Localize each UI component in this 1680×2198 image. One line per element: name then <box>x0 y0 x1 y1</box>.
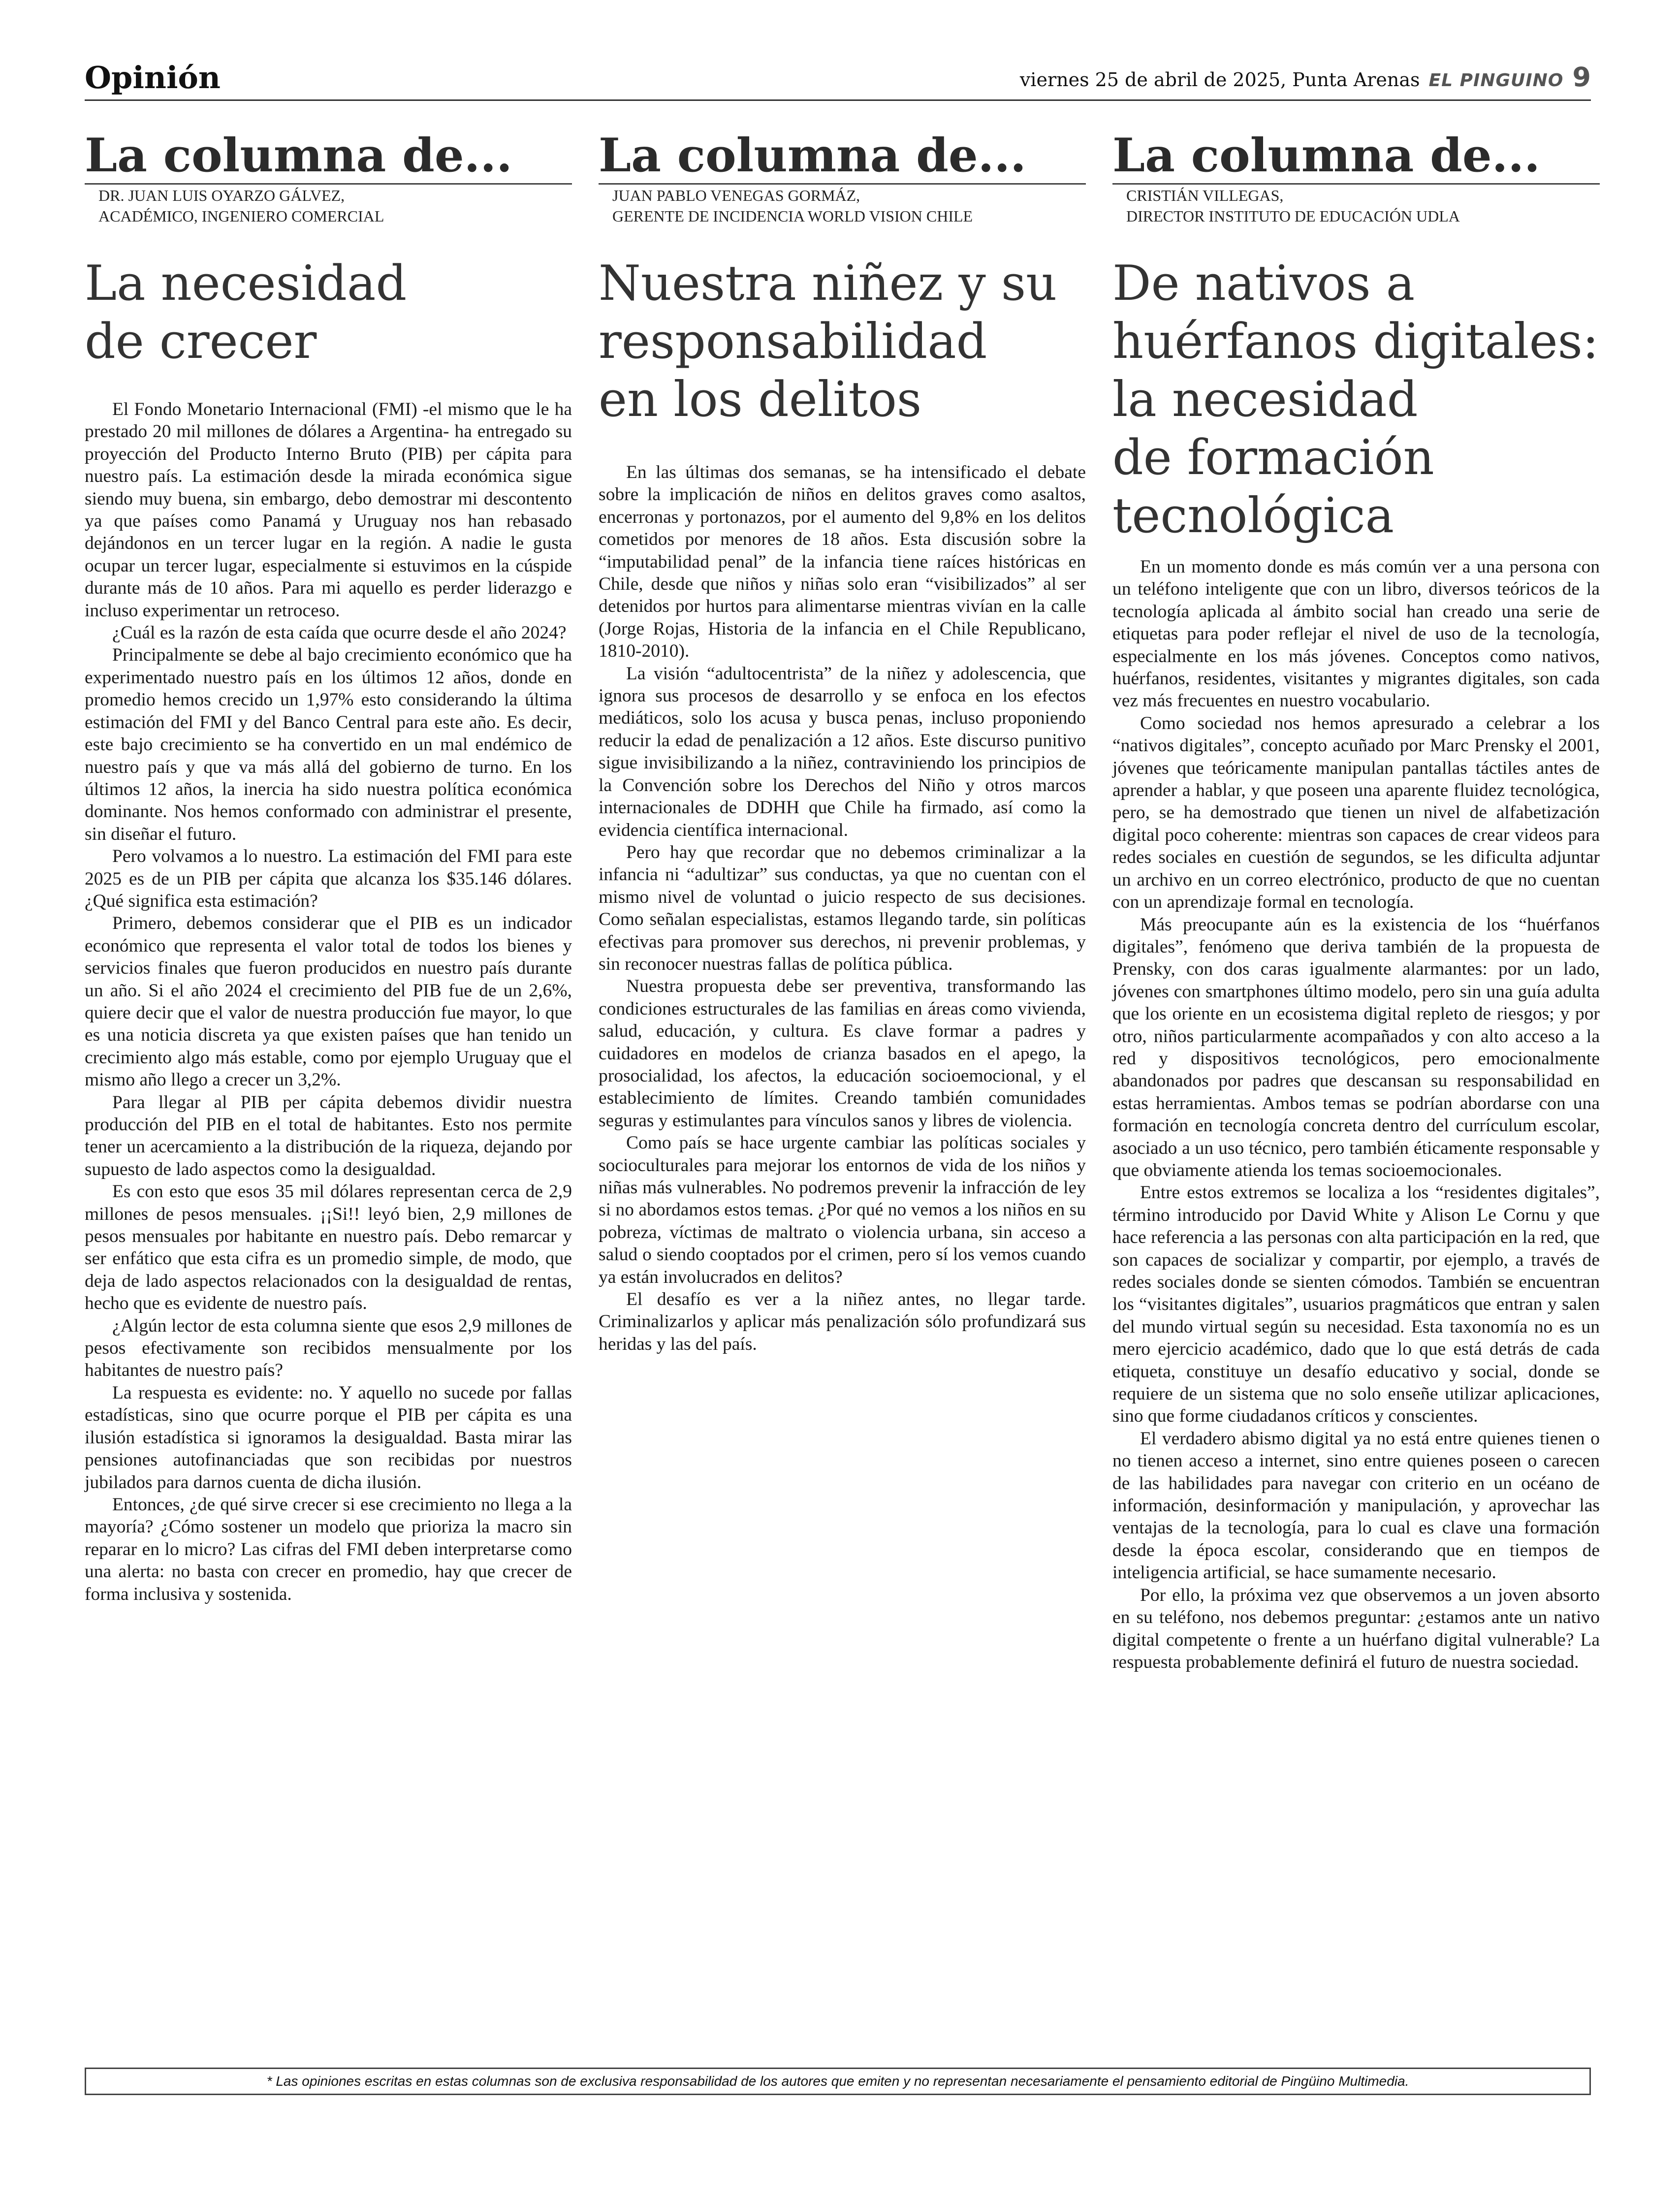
page-number: 9 <box>1572 62 1591 93</box>
paragraph: Más preocupante aún es la existencia de los “huérfanos digitales”, fenómeno que deriva también de la propuesta de Prensky, con dos caras igualmente alarmantes: por un lado, jóvenes con smartphones último modelo, pero sin una guía adulta que los oriente en un ecosistema digital repleto de riesgos; y por otro, niños particularmente acompañados y con alto acceso a la red y dispositivos tecnológicos, pero emocionalmente abandonados por padres que descansan su responsabilidad en estas herramientas. Ambos temas se podrían abordarse con una formación en tecnología concreta dentro del currículum escolar, asociado a un uso técnico, pero también éticamente responsable y que obviamente atienda los temas socioemocionales. <box>1112 914 1600 1180</box>
author-role: ACADÉMICO, INGENIERO COMERCIAL <box>98 207 384 225</box>
column-kicker: La columna de... <box>599 129 1086 185</box>
paragraph: Como país se hace urgente cambiar las políticas sociales y socioculturales para mejorar los entornos de vida de los niños y niñas más vulnerables. No podremos prevenir la infracción de ley si no abordamos estos temas. ¿Por qué no vemos a los niños en su pobreza, víctimas de maltrato o violencia urbana, sin acceso a salud o siendo cooptados por el crimen, pero sí los vemos cuando ya están involucrados en delitos? <box>599 1133 1086 1287</box>
author-name: DR. JUAN LUIS OYARZO GÁLVEZ, <box>98 187 345 204</box>
paragraph: ¿Algún lector de esta columna siente que esos 2,9 millones de pesos efectivamente son recibidos mensualmente por los habitantes de nuestro país? <box>85 1315 572 1381</box>
paragraph: Para llegar al PIB per cápita debemos dividir nuestra producción del PIB en el total de habitantes. Esto nos permite tener un acercamiento a la distribución de la riqueza, dejando por supuesto de lado aspectos como la desigualdad. <box>85 1092 572 1179</box>
paragraph: El desafío es ver a la niñez antes, no llegar tarde. Criminalizarlos y aplicar más penalización sólo profundizará sus heridas y las del país. <box>599 1289 1086 1354</box>
paragraph: Por ello, la próxima vez que observemos a un joven absorto en su teléfono, nos debemos preguntar: ¿estamos ante un nativo digital competente o frente a un huérfano digital vulnerable? La respuesta probablemente definirá el futuro de nuestra sociedad. <box>1112 1585 1600 1672</box>
paragraph: La respuesta es evidente: no. Y aquello no sucede por fallas estadísticas, sino que ocurre porque el PIB per cápita es una ilusión estadística si ignoramos la desigualdad. Basta mirar las pensiones autofinanciadas que son recibidas por nuestros jubilados para darnos cuenta de dicha ilusión. <box>85 1382 572 1493</box>
author-name: CRISTIÁN VILLEGAS, <box>1126 187 1284 204</box>
column-kicker: La columna de... <box>1112 129 1600 185</box>
paragraph: En un momento donde es más común ver a una persona con un teléfono inteligente que con un libro, diversos teóricos de la tecnología aplicada al ámbito social han creado una serie de etiquetas para poder reflejar el nivel de uso de la tecnología, especialmente en los más jóvenes. Conceptos como nativos, huérfanos, residentes, visitantes y migrantes digitales, son cada vez más frecuentes en nuestro vocabulario. <box>1112 557 1600 711</box>
column-oyarzo <box>85 129 572 1605</box>
author-name: JUAN PABLO VENEGAS GORMÁZ, <box>612 187 860 204</box>
paragraph: Primero, debemos considerar que el PIB es un indicador económico que representa el valor total de todos los bienes y servicios finales que fueron producidos en nuestro país durante un año. Si el año 2024 el crecimiento del PIB fue de un 2,6%, quiere decir que el valor de nuestra producción fue mayor, lo que es una noticia discreta ya que existen países que han tenido un crecimiento algo más estable, como por ejemplo Uruguay que el mismo año llego a crecer un 3,2%. <box>85 913 572 1090</box>
column-villegas <box>1112 129 1600 1673</box>
column-venegas <box>599 129 1086 1355</box>
paragraph: Pero volvamos a lo nuestro. La estimación del FMI para este 2025 es de un PIB per cápita que alcanza los $35.146 dólares. ¿Qué significa esta estimación? <box>85 846 572 911</box>
page-meta <box>1020 62 1591 93</box>
column-kicker: La columna de... <box>85 129 572 185</box>
column-headline: Nuestra niñez y su responsabilidad en los delitos <box>599 255 1057 428</box>
author-role: GERENTE DE INCIDENCIA WORLD VISION CHILE <box>612 207 973 225</box>
column-headline: De nativos a huérfanos digitales: la necesidad de formación tecnológica <box>1112 255 1599 544</box>
paragraph: ¿Cuál es la razón de esta caída que ocurre desde el año 2024? <box>112 623 567 643</box>
paragraph: En las últimas dos semanas, se ha intensificado el debate sobre la implicación de niños en delitos graves como asaltos, encerronas y portonazos, por el aumento del 9,8% en los delitos cometidos por menores de 18 años. Esta discusión sobre la “imputabilidad penal” de la infancia tiene raíces históricas en Chile, desde que niños y niñas solo eran “visibilizados” al ser detenidos por hurtos para alimentarse mientras vivían en la calle (Jorge Rojas, Historia de la infancia en el Chile Republicano, 1810-2010). <box>599 462 1086 662</box>
column-body <box>85 398 572 1605</box>
column-headline: La necesidad de crecer <box>85 255 407 370</box>
author-role: DIRECTOR INSTITUTO DE EDUCACIÓN UDLA <box>1126 207 1460 225</box>
column-body <box>1112 556 1600 1673</box>
paragraph: Nuestra propuesta debe ser preventiva, transformando las condiciones estructurales de las familias en áreas como vivienda, salud, educación, y cultura. Es clave formar a padres y cuidadores en modelos de crianza basados en el apego, la prosocialidad, los afectos, la educación socioemocional, y el establecimiento de límites. Creando también comunidades seguras y estimulantes para vínculos sanos y libres de violencia. <box>599 976 1086 1131</box>
page-header <box>85 58 1591 101</box>
paragraph: Como sociedad nos hemos apresurado a celebrar a los “nativos digitales”, concepto acuñado por Marc Prensky el 2001, jóvenes que teóricamente manipulan pantallas táctiles antes de aprender a hablar, y que poseen una aparente fluidez tecnológica, pero, se ha demostrado que tienen un nivel de alfabetización digital poco coherente: mientras son capaces de crear videos para redes sociales en cuestión de segundos, se les dificulta adjuntar un archivo en un correo electrónico, producto de que no cuentan con un aprendizaje formal en tecnología. <box>1112 713 1600 913</box>
section-title: Opinión <box>85 60 221 96</box>
editorial-disclaimer: * Las opiniones escritas en estas columnas son de exclusiva responsabilidad de los autores que emiten y no representan necesariamente el pensamiento editorial de Pingüino Multimedia. <box>85 2068 1591 2095</box>
paragraph: Pero hay que recordar que no debemos criminalizar a la infancia ni “adultizar” sus conductas, ya que no cuentan con el mismo nivel de voluntad o juicio respecto de sus decisiones. Como señalan especialistas, estamos llegando tarde, sin políticas efectivas para promover sus derechos, ni prevenir problemas, y sin reconocer nuestras fallas de política pública. <box>599 842 1086 974</box>
column-body <box>599 461 1086 1355</box>
paragraph: El verdadero abismo digital ya no está entre quienes tienen o no tienen acceso a internet, sino entre quienes poseen o carecen de las habilidades para navegar con criterio en un océano de información, desinformación y manipulación, y aprovechar las ventajas de la tecnología, para lo cual es clave una formación desde la época escolar, considerando que en tiempos de inteligencia artificial, se hace sumamente necesario. <box>1112 1428 1600 1583</box>
paragraph: El Fondo Monetario Internacional (FMI) -el mismo que le ha prestado 20 mil millones de dólares a Argentina- ha entregado su proyección del Producto Interno Bruto (PIB) per cápita para nuestro país. La estimación desde la mirada económica sigue siendo muy buena, sin embargo, debo demostrar mi descontento ya que países como Panamá y Uruguay nos han rebasado dejándonos en un tercer lugar en la región. A nadie le gusta ocupar un tercer lugar, especialmente si estuvimos en la cúspide durante más de 10 años. Para mi aquello es perder liderazgo e incluso experimentar un retroceso. <box>85 399 572 621</box>
newspaper-logo: EL PINGUINO <box>1428 70 1564 91</box>
paragraph: Es con esto que esos 35 mil dólares representan cerca de 2,9 millones de pesos mensuales. ¡¡Si!! leyó bien, 2,9 millones de pesos mensuales por habitante en nuestro país. Debo remarcar y ser enfático que esta cifra es un promedio simple, de modo, que deja de lado aspectos relacionados con la desigualdad de rentas, hecho que es evidente de nuestro país. <box>85 1181 572 1314</box>
dateline: viernes 25 de abril de 2025, Punta Arenas <box>1019 69 1420 91</box>
paragraph: Principalmente se debe al bajo crecimiento económico que ha experimentado nuestro país en los últimos 12 años, donde en promedio hemos crecido un 1,97% esto considerando la última estimación del FMI y del Banco Central para este año. Es decir, este bajo crecimiento se ha convertido en un mal endémico de nuestro país y que va más allá del gobierno de turno. En los últimos 12 años, la inercia ha sido nuestra política económica dominante. Nos hemos conformado con administrar el presente, sin diseñar el futuro. <box>85 645 572 844</box>
paragraph: Entre estos extremos se localiza a los “residentes digitales”, término introducido por David White y Alison Le Cornu y que hace referencia a las personas con alta participación en la red, que son capaces de socializar y compartir, por ejemplo, a través de redes sociales donde se sienten cómodos. También se encuentran los “visitantes digitales”, usuarios pragmáticos que entran y salen del mundo virtual según su necesidad. Esta taxonomía no es un mero ejercicio académico, dado que lo que está detrás de cada etiqueta, constituye un desafío educativo y social, donde se requiere de un sistema que no solo enseñe utilizar aplicaciones, sino que forme ciudadanos críticos y conscientes. <box>1112 1182 1600 1427</box>
paragraph: Entonces, ¿de qué sirve crecer si ese crecimiento no llega a la mayoría? ¿Cómo sostener un modelo que prioriza la macro sin reparar en lo micro? Las cifras del FMI deben interpretarse como una alerta: no basta con crecer en promedio, hay que crecer de forma inclusiva y sostenida. <box>85 1494 572 1604</box>
paragraph: La visión “adultocentrista” de la niñez y adolescencia, que ignora sus procesos de desarrollo y se enfoca en los efectos mediáticos, solo los acusa y busca penas, incluso proponiendo reducir la edad de penalización a 12 años. Este discurso punitivo sigue invisibilizando a la niñez, contraviniendo los principios de la Convención sobre los Derechos del Niño y otros marcos internacionales de DDHH que Chile ha firmado, así como la evidencia científica internacional. <box>599 663 1086 840</box>
